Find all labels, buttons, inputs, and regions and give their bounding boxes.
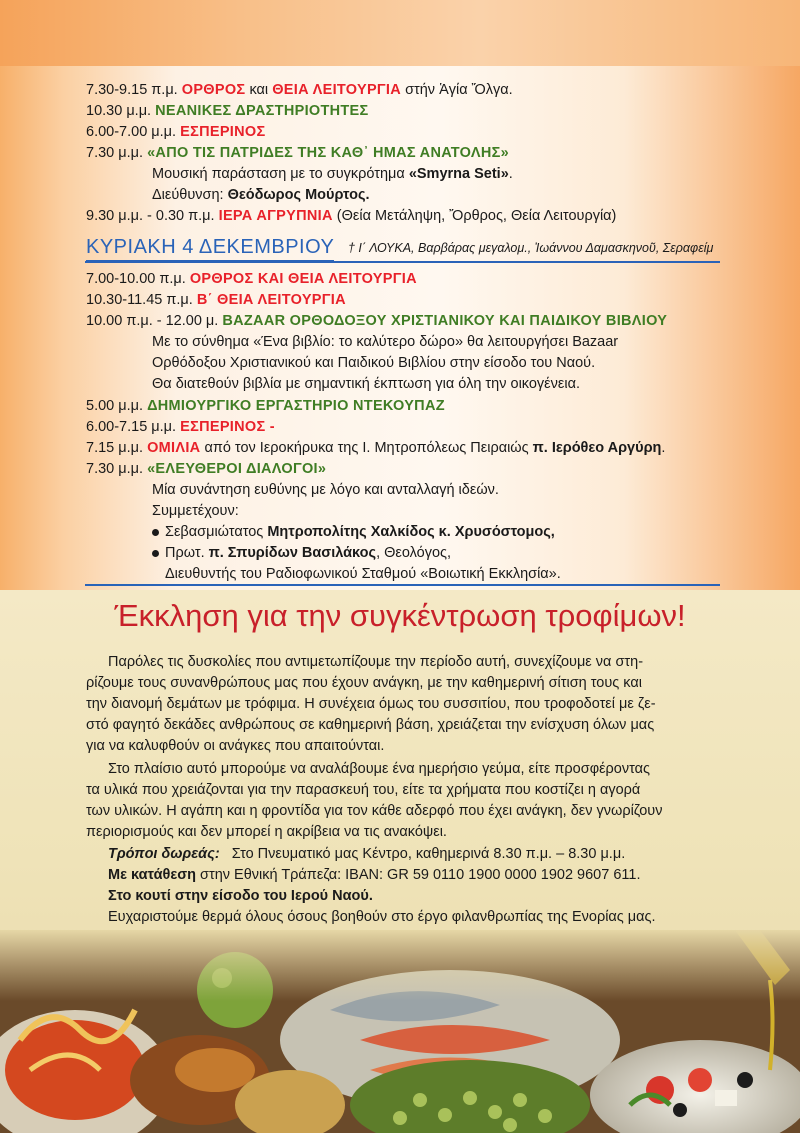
time: 10.30 μ.μ. bbox=[86, 103, 152, 119]
donation-box: Στο κουτί στην είσοδο του Ιερού Ναού. bbox=[108, 888, 373, 904]
detail-text: Μουσική παράσταση με το συγκρότημα bbox=[152, 166, 405, 182]
event-name: ΕΣΠΕΡΙΝΟΣ bbox=[180, 124, 266, 140]
event-name: ΟΡΘΡΟΣ ΚΑΙ ΘΕΙΑ ΛΕΙΤΟΥΡΓΙΑ bbox=[189, 271, 417, 287]
event-detail: Θα διατεθούν βιβλία με σημαντική έκπτωση για όλη την οικογένεια. bbox=[152, 376, 580, 392]
event-detail: από τον Ιεροκήρυκα της Ι. Μητροπόλεως Πειραιώς bbox=[204, 440, 529, 456]
time: 7.00-10.00 π.μ. bbox=[86, 271, 186, 287]
conjunction: και bbox=[249, 82, 269, 98]
donation-ways-text: Στο Πνευματικό μας Κέντρο, καθημερινά 8.30 π.μ. – 8.30 μ.μ. bbox=[231, 846, 626, 862]
band-name: «Smyrna Seti» bbox=[408, 166, 509, 182]
appeal-text-line: Στο πλαίσιο αυτό μπορούμε να αναλάβουμε ένα ημερήσιο γεύμα, είτε προσφέροντας bbox=[108, 761, 651, 777]
event-name: ΟΡΘΡΟΣ bbox=[181, 82, 246, 98]
schedule-line bbox=[86, 206, 616, 226]
day-heading: ΚΥΡΙΑΚΗ 4 ΔΕΚΕΜΒΡΙΟΥ bbox=[86, 236, 335, 258]
time: 7.30-9.15 π.μ. bbox=[86, 82, 178, 98]
event-name: «ΕΛΕΥΘΕΡΟΙ ΔΙΑΛΟΓΟΙ» bbox=[147, 461, 327, 477]
event-detail bbox=[152, 185, 370, 205]
time: 10.30-11.45 π.μ. bbox=[86, 292, 193, 308]
thanks-line: Ευχαριστούμε θερμά όλους όσους βοηθούν στο έργο φιλανθρωπίας της Ενορίας μας. bbox=[108, 909, 656, 925]
time: 7.30 μ.μ. bbox=[86, 145, 144, 161]
event-name: Β΄ ΘΕΙΑ ΛΕΙΤΟΥΡΓΙΑ bbox=[196, 292, 346, 308]
appeal-text-line: την διανομή δεμάτων με τρόφιμα. Η συνέχεια όμως του συσσιτίου, που τροφοδοτεί με ζε- bbox=[86, 696, 656, 712]
donation-ways-label: Τρόποι δωρεάς: bbox=[108, 846, 220, 862]
schedule-line bbox=[86, 290, 346, 310]
donation-deposit bbox=[108, 865, 640, 886]
event-note: (Θεία Μετάληψη, Ὄρθρος, Θεία Λειτουργία) bbox=[336, 208, 617, 224]
event-name: «ΑΠΟ ΤΙΣ ΠΑΤΡΙΔΕΣ ΤΗΣ ΚΑΘ᾽ ΗΜΑΣ ΑΝΑΤΟΛΗΣ» bbox=[147, 145, 509, 161]
deposit-label: Με κατάθεση bbox=[108, 867, 196, 883]
event-name: ΘΕΙΑ ΛΕΙΤΟΥΡΓΙΑ bbox=[272, 82, 402, 98]
appeal-title: Έκκληση για την συγκέντρωση τροφίμων! bbox=[114, 598, 686, 633]
event-name: ΙΕΡΑ ΑΓΡΥΠΝΙΑ bbox=[218, 208, 333, 224]
food-photo bbox=[0, 930, 800, 1133]
appeal-text-line: περιορισμούς και δεν μπορεί η ακρίβεια να τις ανακόψει. bbox=[86, 824, 447, 840]
schedule-line bbox=[86, 101, 369, 121]
schedule-line bbox=[86, 311, 667, 331]
punctuation: . bbox=[661, 440, 666, 456]
event-name: ΟΜΙΛΙΑ bbox=[147, 440, 201, 456]
deposit-iban: στην Εθνική Τράπεζα: IBAN: GR 59 0110 1900 0000 1902 9607 611. bbox=[200, 867, 641, 883]
appeal-text-line: των υλικών. Η αγάπη και η φροντίδα για τον κάθε αδερφό που έχει ανάγκη, δεν γνωρίζουν bbox=[86, 803, 663, 819]
time: 7.15 μ.μ. bbox=[86, 440, 144, 456]
appeal-text-line: τα υλικά που χρειάζονται για την παρασκευή του, είτε τα χρήματα που κοστίζει η αγορά bbox=[86, 782, 641, 798]
time: 5.00 μ.μ. bbox=[86, 398, 144, 414]
divider bbox=[85, 584, 720, 586]
speaker-name: π. Ιερόθεο Αργύρη bbox=[532, 440, 662, 456]
participant-title: Πρωτ. bbox=[165, 545, 205, 561]
participant-role: Διευθυντής του Ραδιοφωνικού Σταθμού «Βοιωτική Εκκλησία». bbox=[165, 566, 561, 582]
event-name: ΔΗΜΙΟΥΡΓΙΚΟ ΕΡΓΑΣΤΗΡΙΟ ΝΤΕΚΟΥΠΑΖ bbox=[147, 398, 445, 414]
top-banner bbox=[0, 0, 800, 66]
schedule-line bbox=[86, 143, 509, 163]
appeal-text-line: στό φαγητό δεκάδες ανθρώπους σε καθημερινή βάση, χρειάζεται την ενίσχυση όλων μας bbox=[86, 717, 655, 733]
event-detail: Συμμετέχουν: bbox=[152, 503, 239, 519]
event-detail: Ορθόδοξου Χριστιανικού και Παιδικού Βιβλίου στην είσοδο του Ναού. bbox=[152, 355, 596, 371]
schedule-line bbox=[86, 269, 417, 289]
schedule-line bbox=[86, 80, 513, 100]
schedule-line bbox=[86, 438, 665, 458]
schedule-line bbox=[86, 417, 275, 437]
time: 10.00 π.μ. - 12.00 μ. bbox=[86, 313, 219, 329]
event-detail bbox=[152, 164, 513, 184]
time: 6.00-7.00 μ.μ. bbox=[86, 124, 177, 140]
participant-title: Σεβασμιώτατος bbox=[165, 524, 264, 540]
detail-text: Διεύθυνση: bbox=[152, 187, 224, 203]
appeal-text-line: Παρόλες τις δυσκολίες που αντιμετωπίζουμε την περίοδο αυτή, συνεχίζουμε να στη- bbox=[108, 654, 644, 670]
event-location: στήν Ἁγία Ὄλγα. bbox=[405, 82, 513, 98]
event-name: ΝΕΑΝΙΚΕΣ ΔΡΑΣΤΗΡΙΟΤΗΤΕΣ bbox=[155, 103, 369, 119]
bullet-icon bbox=[152, 550, 159, 557]
food-photo-collage bbox=[0, 930, 800, 1133]
event-name: ΕΣΠΕΡΙΝΟΣ - bbox=[180, 419, 275, 435]
participant-item bbox=[152, 522, 555, 542]
time: 9.30 μ.μ. - 0.30 π.μ. bbox=[86, 208, 215, 224]
schedule-line bbox=[86, 459, 326, 479]
participant-item bbox=[152, 543, 451, 563]
event-detail: Με το σύνθημα «Ένα βιβλίο: το καλύτερο δώρο» θα λειτουργήσει Bazaar bbox=[152, 334, 619, 350]
participant-role: , Θεολόγος, bbox=[376, 545, 452, 561]
punctuation: . bbox=[508, 166, 513, 182]
event-name: BAZAAR ΟΡΘΟΔΟΞΟΥ ΧΡΙΣΤΙΑΝΙΚΟΥ ΚΑΙ ΠΑΙΔΙΚΟΥ ΒΙΒΛΙΟΥ bbox=[222, 313, 668, 329]
appeal-text-line: για να καλυφθούν οι ανάγκες που απαιτούνται. bbox=[86, 738, 385, 754]
event-detail: Μία συνάντηση ευθύνης με λόγο και ανταλλαγή ιδεών. bbox=[152, 482, 499, 498]
appeal-text-line: ρίζουμε τους συνανθρώπους μας που έχουν ανάγκη, με την καθημερινή σίτιση τους και bbox=[86, 675, 642, 691]
saints-of-day: † Ι΄ ΛΟΥΚΑ, Βαρβάρας μεγαλομ., Ἰωάννου Δαμασκηνοῦ, Σεραφείμ bbox=[348, 241, 714, 255]
schedule-line bbox=[86, 396, 445, 416]
participant-name: Μητροπολίτης Χαλκίδος κ. Χρυσόστομος, bbox=[267, 524, 555, 540]
donation-ways bbox=[108, 844, 625, 865]
time: 6.00-7.15 μ.μ. bbox=[86, 419, 177, 435]
director-name: Θεόδωρος Μούρτος. bbox=[227, 187, 370, 203]
bullet-icon bbox=[152, 529, 159, 536]
time: 7.30 μ.μ. bbox=[86, 461, 144, 477]
schedule-line bbox=[86, 122, 265, 142]
divider bbox=[85, 261, 720, 263]
participant-name: π. Σπυρίδων Βασιλάκος bbox=[208, 545, 377, 561]
